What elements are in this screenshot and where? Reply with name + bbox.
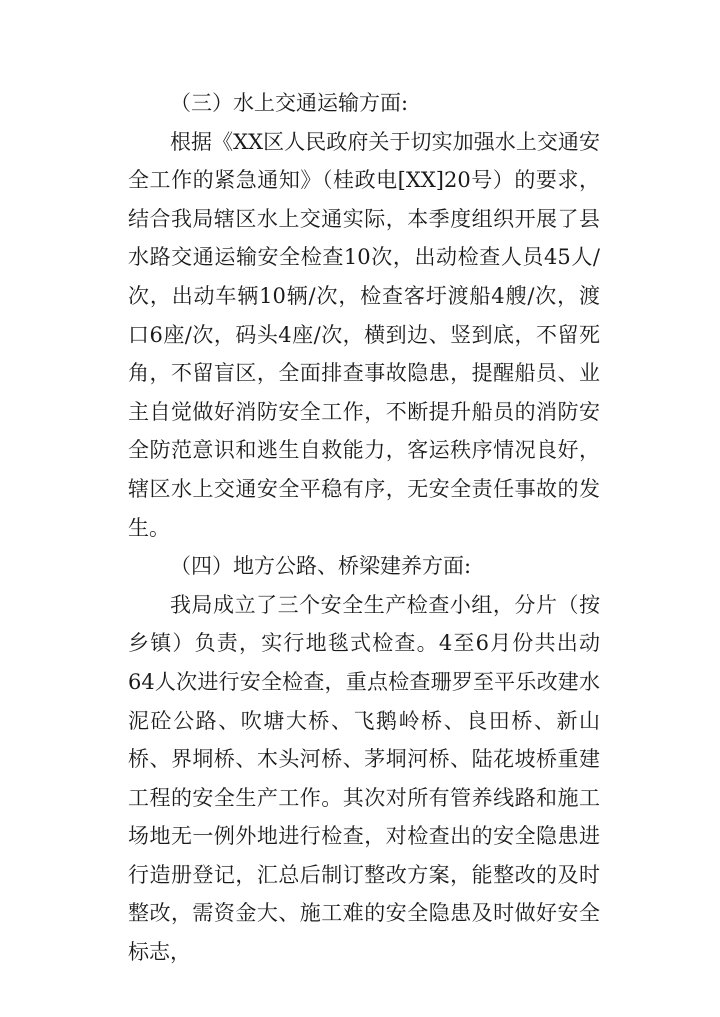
document-body bbox=[128, 84, 600, 972]
section-heading-roads-bridges: （四）地方公路、桥梁建养方面: bbox=[170, 554, 472, 579]
paragraph-roads-bridges: 我局成立了三个安全生产检查小组，分片（按乡镇）负责，实行地毯式检查。4至6月份共出动64人次进行安全检查，重点检查珊罗至平乐改建水泥砼公路、吹塘大桥、飞鹅岭桥、良田桥、新山桥、界垌桥、木头河桥、茅垌河桥、陆花坡桥重建工程的安全生产工作。其次对所有管养线路和施工场地无一例外地进行检查，对检查出的安全隐患进行造册登记，汇总后制订整改方案，能整改的及时整改，需资金大、施工难的安全隐患及时做好安全标志， bbox=[128, 592, 600, 965]
section-heading-water-transport: （三）水上交通运输方面: bbox=[170, 91, 409, 115]
paragraph-water-transport: 根据《XX区人民政府关于切实加强水上交通安全工作的紧急通知》（桂政电[XX]20号）的要求，结合我局辖区水上交通实际，本季度组织开展了县水路交通运输安全检查10次，出动检查人员45人/次，出动车辆10辆/次，检查客圩渡船4艘/次，渡口6座/次，码头4座/次，横到边、竖到底，不留死角，不留盲区，全面排查事故隐患，提醒船员、业主自觉做好消防安全工作，不断提升船员的消防安全防范意识和逃生自救能力，客运秩序情况良好，辖区水上交通安全平稳有序，无安全责任事故的发生。 bbox=[128, 129, 600, 540]
